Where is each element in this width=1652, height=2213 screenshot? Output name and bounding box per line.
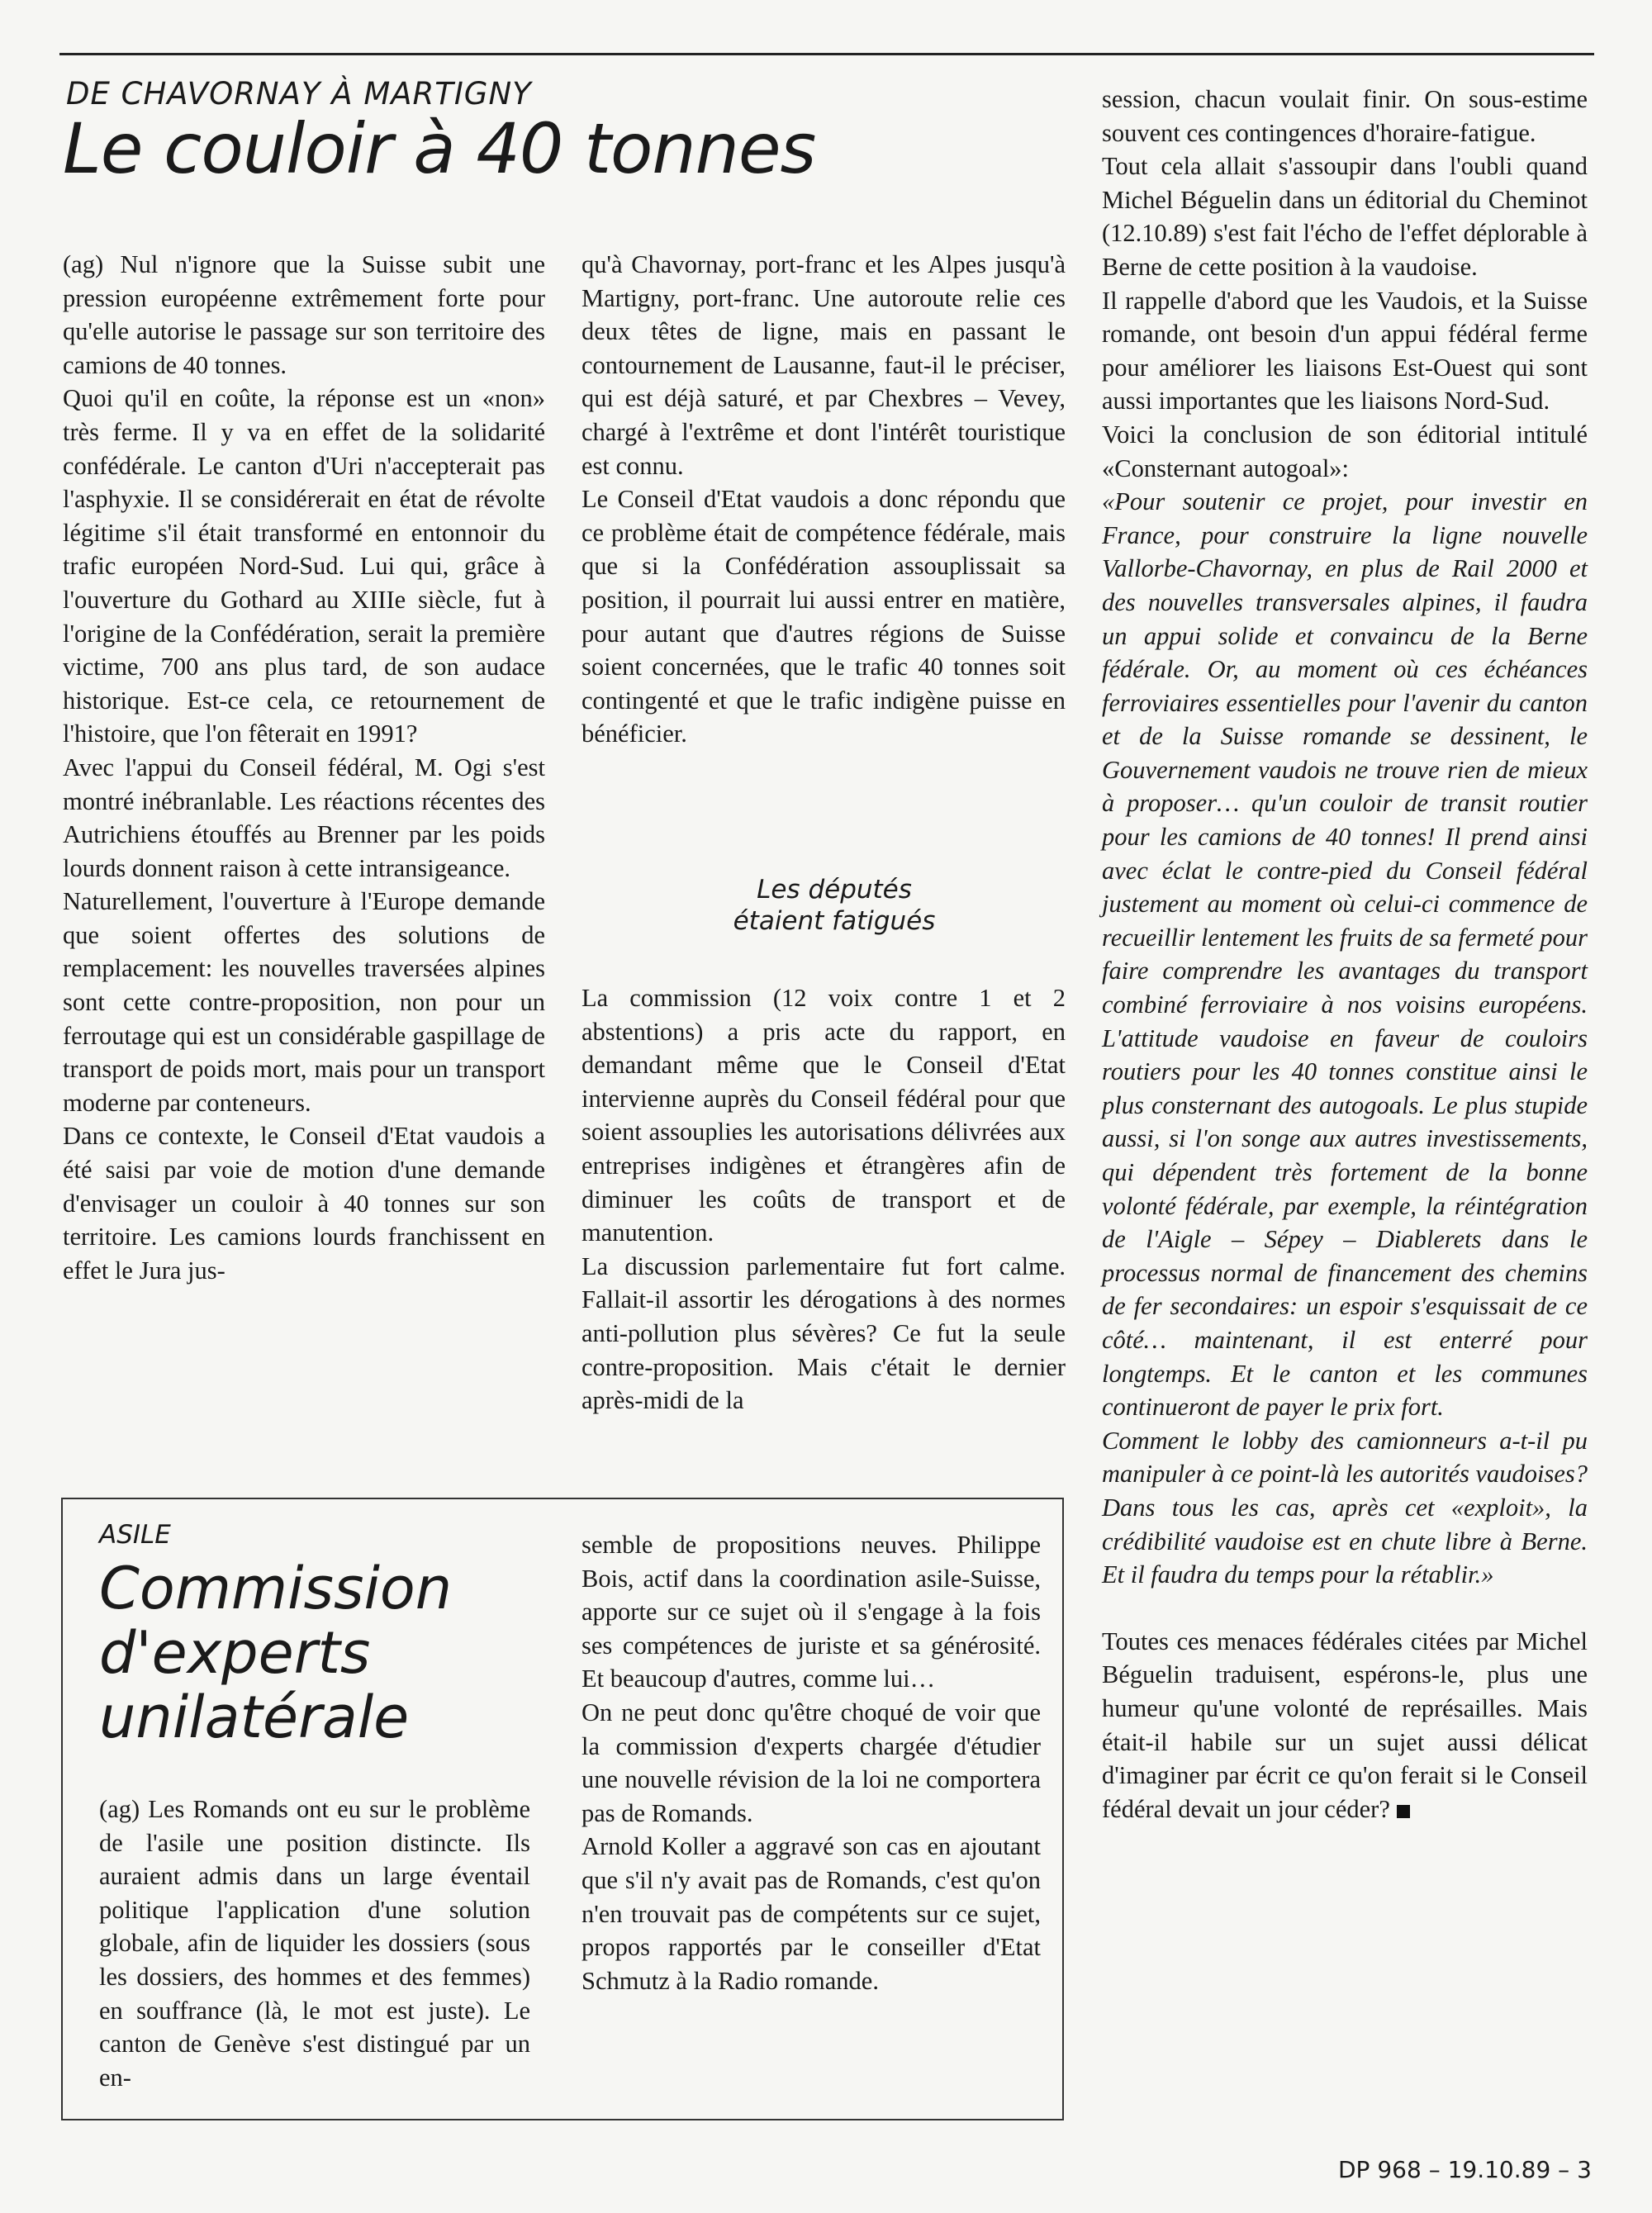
paragraph: semble de propositions neuves. Philippe Bois, actif dans la coordination asile-Suisse, apporte sur ce sujet où il s'engage à la fois ses compétences de juriste et sa générosité. Et beaucoup d'autres, comme lui…: [582, 1531, 1041, 1693]
box-title-line: d'experts: [99, 1619, 371, 1687]
box-kicker: ASILE: [99, 1520, 171, 1550]
subheading-line: étaient fatigués: [733, 906, 936, 936]
paragraph: La commission (12 voix contre 1 et 2 abstentions) a pris acte du rapport, en demandant même que le Conseil d'Etat intervienne auprès du Conseil fédéral pour que soient assouplies les autorisations délivrées aux entreprises indigènes et étrangères afin de diminuer les coûts de transport et de manutention.: [582, 984, 1066, 1247]
box-column-2: [582, 1528, 1041, 1997]
paragraph: qu'à Chavornay, port-franc et les Alpes jusqu'à Martigny, port-franc. Une autoroute relie ces deux têtes de ligne, mais en passant le contournement de Lausanne, faut-il le préciser, qui est déjà saturé, et par Chexbres – Vevey, chargé à l'extrême et dont l'intérêt touristique est connu.: [582, 250, 1066, 480]
article-column-3: [1102, 83, 1588, 1826]
paragraph: Dans ce contexte, le Conseil d'Etat vaudois a été saisi par voie de motion d'une demande d'envisager un couloir à 40 tonnes sur son territoire. Les camions lourds franchissent en effet le Jura jus-: [63, 1122, 545, 1285]
box-title-line: Commission: [99, 1555, 453, 1622]
box-title: [99, 1556, 562, 1750]
box-title-line: unilatérale: [99, 1683, 410, 1751]
paragraph: session, chacun voulait finir. On sous-estime souvent ces contingences d'horaire-fatigue.: [1102, 85, 1588, 147]
page-footer: DP 968 – 19.10.89 – 3: [1338, 2156, 1592, 2183]
paragraph: Avec l'appui du Conseil fédéral, M. Ogi s'est montré inébranlable. Les réactions récentes des Autrichiens étouffés au Brenner par les poids lourds donnent raison à cette intransigeance.: [63, 753, 545, 882]
article-column-1: [63, 248, 545, 1287]
quote-paragraph: «Pour soutenir ce projet, pour investir en France, pour construire la ligne nouvelle Vallorbe-Chavornay, en plus de Rail 2000 et des nouvelles transversales alpines, il faudra un appui solide et convaincu de la Berne fédérale. Or, au moment où ces échéances ferroviaires essentielles pour l'avenir du canton et de la Suisse romande se dessinent, le Gouvernement vaudois ne trouve rien de mieux à proposer… qu'un couloir de transit routier pour les camions de 40 tonnes! Il prend ainsi avec éclat le contre-pied du Conseil fédéral justement au moment où celui-ci commence de recueillir lentement les fruits de sa fermeté pour faire comprendre les avantages du transport combiné ferroviaire à nos voisins européens. L'attitude vaudoise en faveur de couloirs routiers pour les 40 tonnes constitue ainsi le plus consternant des autogoals. Le plus stupide aussi, si l'on songe aux autres investissements, qui dépendent très fortement de la bonne volonté fédérale, par exemple, la réintégration de l'Aigle – Sépey – Diablerets dans le processus normal de financement des chemins de fer secondaires: un espoir s'esquissait de ce côté… maintenant, il est enterré pour longtemps. Et le canton et les communes continueront de payer le prix fort.: [1102, 487, 1588, 1422]
paragraph: Le Conseil d'Etat vaudois a donc répondu que ce problème était de compétence fédérale, mais que si la Confédération assouplissait sa position, il pourrait lui aussi entrer en matière, pour autant que d'autres régions de Suisse soient concernées, que le trafic 40 tonnes soit contingenté et que le trafic indigène puisse en bénéficier.: [582, 485, 1066, 748]
article-column-2-continued: [582, 981, 1066, 1418]
article-kicker: DE CHAVORNAY À MARTIGNY: [66, 76, 532, 112]
paragraph: Quoi qu'il en coûte, la réponse est un «non» très ferme. Il y va en effet de la solidarité confédérale. Le canton d'Uri n'accepterait pas l'asphyxie. Il se considérerait en état de révolte légitime s'il était transformé en entonnoir du trafic européen Nord-Sud. Lui qui, grâce à l'ouverture du Gothard au XIIIe siècle, fut à l'origine de la Confédération, serait la première victime, 700 ans plus tard, de son audace historique. Est-ce cela, ce retournement de l'histoire, que l'on fêterait en 1991?: [63, 384, 545, 748]
paragraph: (ag) Les Romands ont eu sur le problème de l'asile une position distincte. Ils auraient admis dans un large éventail politique l'application d'une solution globale, afin de liquider les dossiers (sous les dossiers, des hommes et des femmes) en souffrance (là, le mot est juste). Le canton de Genève s'est distingué par un en-: [99, 1795, 530, 2092]
paragraph: Naturellement, l'ouverture à l'Europe demande que soient offertes des solutions de remplacement: les nouvelles traversées alpines sont cette contre-proposition, non pour un ferroutage qui est un considérable gaspillage de transport de poids mort, mais pour un transport moderne par conteneurs.: [63, 887, 545, 1117]
article-column-2: [582, 248, 1066, 751]
closing-paragraph: [1102, 1625, 1588, 1826]
paragraph: Voici la conclusion de son éditorial intitulé «Consternant autogoal»:: [1102, 420, 1588, 482]
top-rule: [59, 53, 1594, 55]
paragraph: Il rappelle d'abord que les Vaudois, et la Suisse romande, ont besoin d'un appui fédéral ferme pour améliorer les liaisons Est-Ouest qui sont aussi importantes que les liaisons Nord-Sud.: [1102, 286, 1588, 416]
paragraph: On ne peut donc qu'être choqué de voir que la commission d'experts chargée d'étudier une nouvelle révision de la loi ne comportera pas de Romands.: [582, 1698, 1041, 1827]
closing-text: Toutes ces menaces fédérales citées par Michel Béguelin traduisent, espérons-le, plus une humeur qu'une volonté de représailles. Mais était-il habile sur un sujet aussi délicat d'imaginer par écrit ce qu'on ferait si le Conseil fédéral devait un jour céder?: [1102, 1627, 1588, 1823]
article-title: Le couloir à 40 tonnes: [63, 108, 816, 189]
subheading: [578, 874, 1090, 937]
paragraph: (ag) Nul n'ignore que la Suisse subit une pression européenne extrêmement forte pour qu'elle autorise le passage sur son territoire des camions de 40 tonnes.: [63, 250, 545, 379]
end-mark-icon: [1397, 1805, 1410, 1818]
paragraph: Tout cela allait s'assoupir dans l'oubli quand Michel Béguelin dans un éditorial du Cheminot (12.10.89) s'est fait l'écho de l'effet déplorable à Berne de cette position à la vaudoise.: [1102, 152, 1588, 281]
box-column-1: [99, 1793, 530, 2094]
paragraph: La discussion parlementaire fut fort calme. Fallait-il assortir les dérogations à des normes anti-pollution plus sévères? Ce fut la seule contre-proposition. Mais c'était le dernier après-midi de la: [582, 1251, 1066, 1415]
subheading-line: Les députés: [757, 875, 912, 905]
paragraph: Arnold Koller a aggravé son cas en ajoutant que s'il n'y avait pas de Romands, c'est qu'on n'en trouvait pas de compétents sur ce sujet, propos rapportés par le conseiller d'Etat Schmutz à la Radio romande.: [582, 1832, 1041, 1995]
quote-paragraph: Comment le lobby des camionneurs a-t-il pu manipuler à ce point-là les autorités vaudoises? Dans tous les cas, après cet «exploit», la crédibilité vaudoise est en chute libre à Berne. Et il faudra du temps pour la rétablir.»: [1102, 1426, 1588, 1589]
